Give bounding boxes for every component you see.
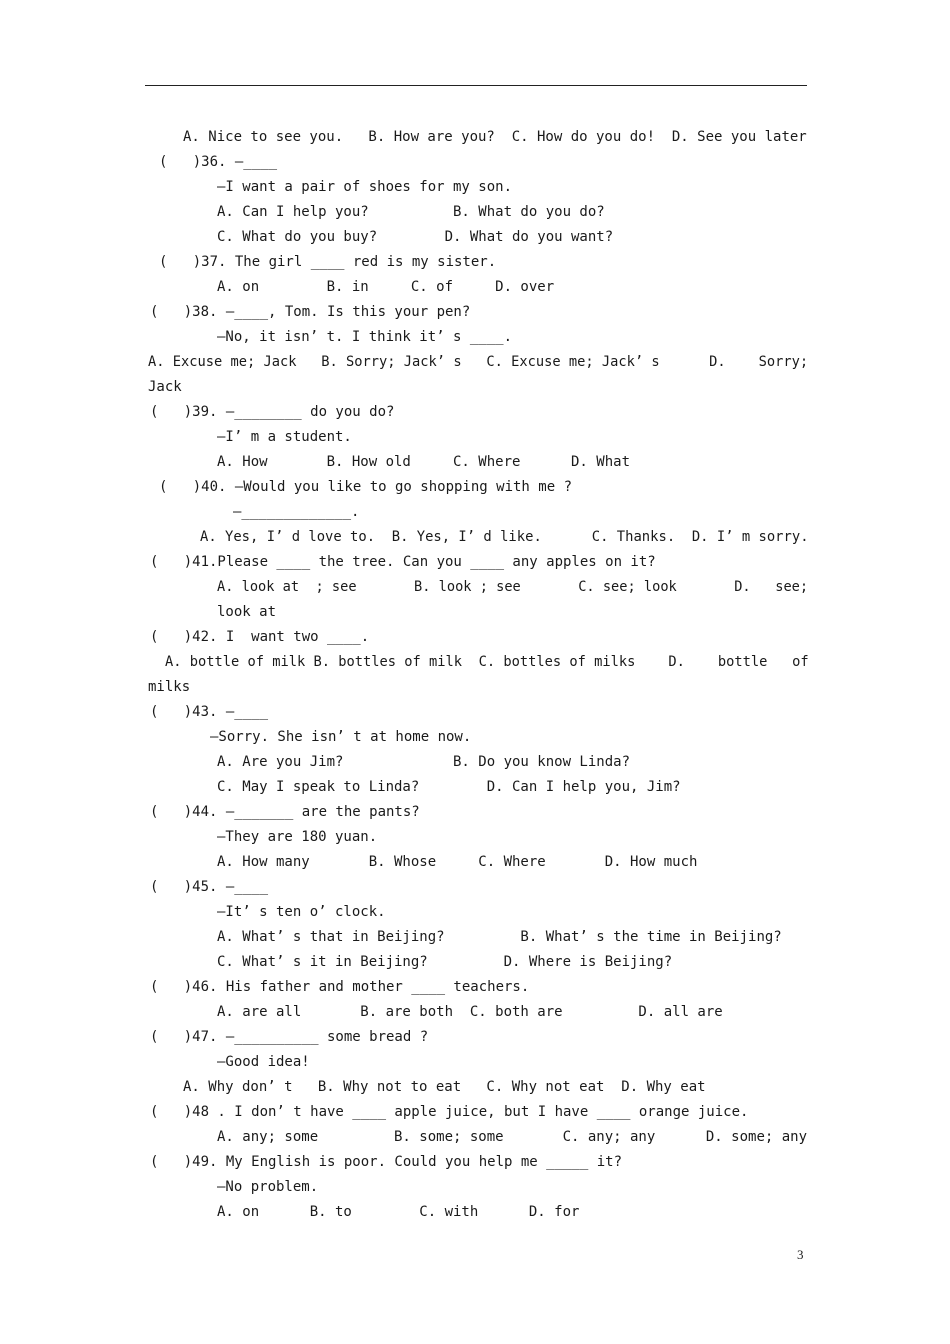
question-42: ( )42. I want two ____. <box>150 629 370 645</box>
question-40: ( )40. —Would you like to go shopping with me ? <box>159 479 573 495</box>
question-49: ( )49. My English is poor. Could you help me _____ it? <box>150 1154 623 1170</box>
options-line: A. How B. How old C. Where D. What <box>217 454 631 470</box>
text-line: —It’ s ten o’ clock. <box>217 904 386 920</box>
text-line: —They are 180 yuan. <box>217 829 378 845</box>
question-48: ( )48 . I don’ t have ____ apple juice, but I have ____ orange juice. <box>150 1104 749 1120</box>
options-line: A. Why don’ t B. Why not to eat C. Why not eat D. Why eat <box>183 1079 706 1095</box>
text-line: —No problem. <box>217 1179 319 1195</box>
text-line: —_____________. <box>233 504 360 520</box>
options-line-wrap: Jack <box>148 379 182 395</box>
options-line: A. Can I help you? B. What do you do? <box>217 204 605 220</box>
options-line: A. Excuse me; Jack B. Sorry; Jack’ s C. Excuse me; Jack’ s D. Sorry; <box>148 354 809 370</box>
options-line: A. on B. in C. of D. over <box>217 279 555 295</box>
question-43: ( )43. —____ <box>150 704 269 720</box>
text-line: A. Nice to see you. B. How are you? C. How do you do! D. See you later <box>183 129 807 145</box>
options-line: A. are all B. are both C. both are D. all are <box>217 1004 723 1020</box>
options-line: C. May I speak to Linda? D. Can I help you, Jim? <box>217 779 681 795</box>
question-38: ( )38. —____, Tom. Is this your pen? <box>150 304 471 320</box>
options-line: A. any; some B. some; some C. any; any D. some; any <box>217 1129 808 1145</box>
options-line: A. How many B. Whose C. Where D. How much <box>217 854 698 870</box>
question-47: ( )47. —__________ some bread ? <box>150 1029 429 1045</box>
text-line: —Good idea! <box>217 1054 310 1070</box>
text-line: —I want a pair of shoes for my son. <box>217 179 513 195</box>
options-line: C. What do you buy? D. What do you want? <box>217 229 614 245</box>
options-line: A. on B. to C. with D. for <box>217 1204 580 1220</box>
question-37: ( )37. The girl ____ red is my sister. <box>159 254 497 270</box>
text-line: —I’ m a student. <box>217 429 352 445</box>
question-36: ( )36. —____ <box>159 154 278 170</box>
options-line: A. bottle of milk B. bottles of milk C. bottles of milks D. bottle of <box>165 654 809 670</box>
options-line-wrap: milks <box>148 679 191 695</box>
options-line: A. Are you Jim? B. Do you know Linda? <box>217 754 631 770</box>
text-line: —Sorry. She isn’ t at home now. <box>210 729 472 745</box>
options-line-wrap: look at <box>217 604 277 620</box>
options-line: C. What’ s it in Beijing? D. Where is Beijing? <box>217 954 673 970</box>
page-number: 3 <box>797 1247 804 1262</box>
options-line: A. Yes, I’ d love to. B. Yes, I’ d like. C. Thanks. D. I’ m sorry. <box>200 529 809 545</box>
options-line: A. look at ; see B. look ; see C. see; look D. see; <box>217 579 809 595</box>
options-line: A. What’ s that in Beijing? B. What’ s the time in Beijing? <box>217 929 782 945</box>
header-rule <box>145 85 807 86</box>
question-41: ( )41.Please ____ the tree. Can you ____ any apples on it? <box>150 554 656 570</box>
text-line: —No, it isn’ t. I think it’ s ____. <box>217 329 513 345</box>
question-46: ( )46. His father and mother ____ teachers. <box>150 979 530 995</box>
question-44: ( )44. —_______ are the pants? <box>150 804 420 820</box>
question-45: ( )45. —____ <box>150 879 269 895</box>
question-39: ( )39. —________ do you do? <box>150 404 395 420</box>
